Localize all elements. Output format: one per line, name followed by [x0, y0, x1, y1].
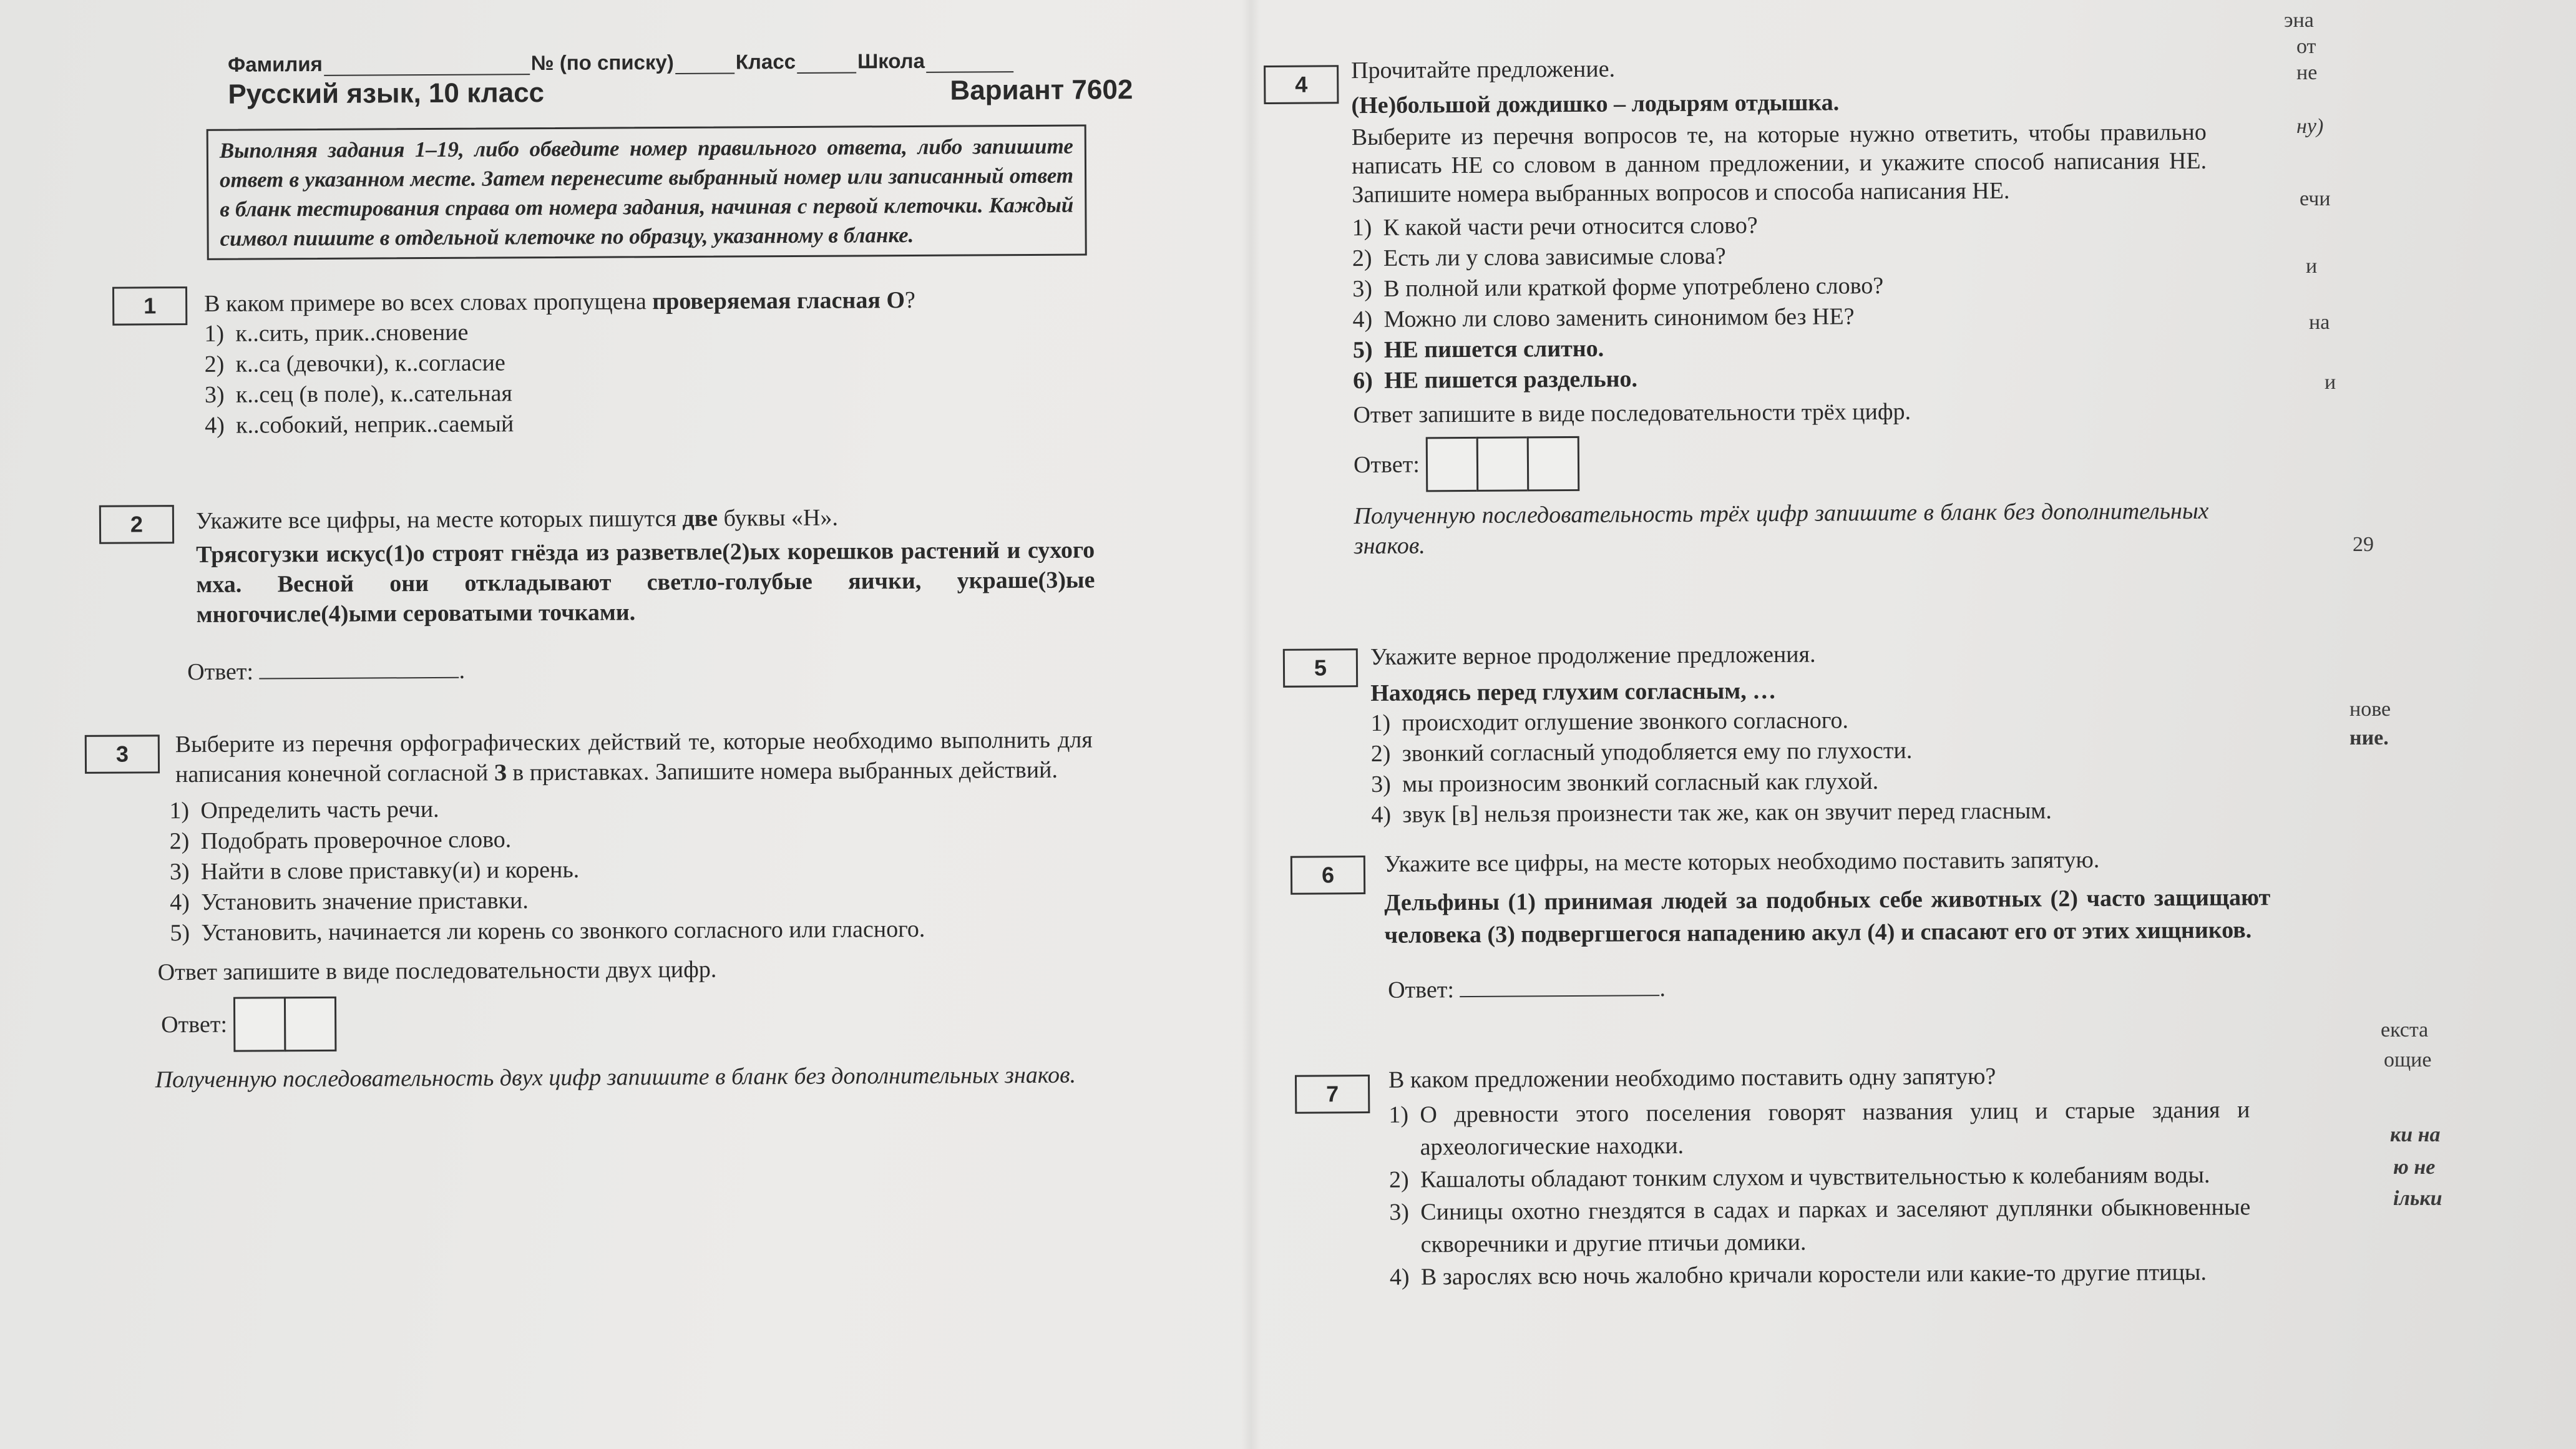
option-number: 1): [1352, 214, 1372, 242]
option-text: В полной или краткой форме употреблено слово?: [1383, 272, 1884, 302]
option-number: 1): [169, 798, 190, 824]
option-item[interactable]: [1352, 269, 2207, 305]
task-2: [77, 500, 1115, 711]
option-item[interactable]: [170, 852, 1093, 887]
task-7: [1270, 1060, 2289, 1378]
option-item[interactable]: [1352, 238, 2207, 274]
answer-cell[interactable]: [233, 997, 286, 1051]
task-question: Укажите верное продолжение предложения.: [1370, 641, 1816, 670]
option-number: 1): [1388, 1101, 1409, 1128]
option-number: 3): [169, 859, 190, 886]
answer-cells: [1426, 436, 1578, 492]
option-text: звук [в] нельзя произнести так же, как он звучит перед гласным.: [1402, 798, 2052, 828]
subject-title: Русский язык, 10 класс: [228, 77, 545, 110]
instructions-box: Выполняя задания 1–19, либо обведите номер правильного ответа, либо запишите ответ в указанном месте. Затем перенесите выбранный номер или записанный ответ в бланк тестирования справа от номера задания, начиная с первой клеточки. Каждый символ пишите в отдельной клеточке по образцу, указанному в бланке.: [207, 125, 1087, 260]
option-text: к..сить, прик..сновение: [235, 319, 469, 347]
edge-fragment: ки на: [2390, 1123, 2441, 1146]
task-number-box: 1: [112, 286, 187, 326]
task-6: [1269, 844, 2287, 1075]
question-emphasis: проверяемая гласная О: [652, 287, 905, 315]
option-number: 1): [204, 320, 225, 347]
option-item[interactable]: [1371, 764, 2220, 800]
option-text: мы произносим звонкий согласный как глухой.: [1402, 768, 1879, 798]
option-item[interactable]: [1352, 300, 2207, 335]
task-intro: Прочитайте предложение.: [1351, 56, 1616, 84]
answer-blank[interactable]: [1460, 972, 1659, 997]
question-end: ?: [904, 286, 915, 314]
option-text: Кашалоты обладают тонким слухом и чувствительностью к колебаниям воды.: [1420, 1161, 2210, 1193]
option-item[interactable]: [205, 344, 1103, 380]
option-text: Установить, начинается ли корень со звонкого согласного или гласного.: [201, 915, 925, 946]
task-question: [175, 724, 1093, 789]
page-fold: [1242, 0, 1261, 1449]
answer-cell[interactable]: [1426, 437, 1479, 492]
option-text: Есть ли у слова зависимые слова?: [1383, 243, 1726, 271]
task-question: Укажите все цифры, на месте которых необходимо поставить запятую.: [1383, 846, 2100, 877]
option-item[interactable]: [205, 406, 1103, 441]
task-question: Выберите из перечня вопросов те, на которые нужно ответить, чтобы правильно написать НЕ со словом в данном предложении, и укажите способ написания НЕ. Запишите номера выбранных вопросов и способа написания НЕ.: [1351, 119, 2207, 208]
answer-cells: [233, 997, 334, 1052]
edge-fragment: на: [2309, 311, 2330, 334]
task-number-box: 5: [1283, 648, 1358, 688]
answer-line: [1354, 432, 2209, 492]
question-emphasis: З: [494, 759, 507, 786]
option-text: к..собокий, неприк..саемый: [236, 411, 514, 439]
option-item[interactable]: [1388, 1093, 2275, 1164]
task-sentence: (Не)большой дождишко – лодырям отдышка.: [1351, 89, 1840, 119]
option-text: В зарослях всю ночь жалобно кричали коростели или какие-то другие птицы.: [1420, 1259, 2207, 1290]
options-list: [1388, 1093, 2276, 1294]
option-item[interactable]: [1352, 208, 2207, 243]
edge-fragment: ну): [2296, 115, 2324, 138]
options-list: [1370, 703, 2220, 831]
option-number: 2): [1370, 740, 1391, 767]
option-number: 2): [1352, 245, 1372, 272]
task-5: [1267, 637, 2286, 842]
question-end: в приставках. Запишите номера выбранных действий.: [506, 756, 1058, 786]
edge-fragment: ние.: [2349, 726, 2389, 749]
option-item[interactable]: [170, 821, 1093, 857]
question-end: буквы «Н».: [718, 504, 838, 532]
answer-line: [161, 992, 1094, 1052]
option-number: 3): [1389, 1199, 1410, 1226]
option-number: 3): [1352, 275, 1373, 303]
option-text: НЕ пишется раздельно.: [1384, 366, 1638, 394]
question-emphasis: две: [682, 505, 718, 532]
edge-fragment: ощие: [2384, 1048, 2432, 1071]
list-number-label: № (по списку): [530, 50, 674, 75]
edge-fragment: от: [2296, 35, 2316, 58]
task-number-box: 7: [1295, 1075, 1370, 1114]
option-item[interactable]: [170, 882, 1093, 918]
edge-fragment: и: [2306, 255, 2318, 278]
answer-cell[interactable]: [1476, 436, 1530, 492]
task-number-box: 2: [99, 505, 174, 544]
title-row: [228, 74, 1133, 110]
sequence-instruction: Ответ запишите в виде последовательности трёх цифр.: [1353, 398, 1911, 429]
task-number-box: 4: [1264, 65, 1339, 104]
options-list: [169, 791, 1093, 949]
option-number: 4): [1371, 801, 1392, 828]
option-number: 2): [169, 828, 190, 855]
edge-fragment: не: [2296, 61, 2318, 84]
transfer-note: Полученную последовательность двух цифр запишите в бланк без дополнительных знаков.: [155, 1061, 1076, 1093]
task-text: Дельфины (1) принимая людей за подобных себе животных (2) часто защищают человека (3) подвергшегося нападению акул (4) и спасают его от этих хищников.: [1384, 884, 2271, 949]
surname-blank: [324, 55, 530, 76]
option-item[interactable]: [1390, 1256, 2276, 1294]
option-item[interactable]: [1353, 361, 2208, 396]
option-item[interactable]: [1389, 1158, 2275, 1196]
option-number: 4): [1389, 1264, 1410, 1290]
surname-label: Фамилия: [228, 52, 323, 76]
edge-fragment: и: [2325, 371, 2336, 394]
option-item[interactable]: [170, 913, 1093, 949]
option-number: 1): [1370, 710, 1391, 736]
answer-cell[interactable]: [1527, 436, 1580, 492]
right-column: [1264, 50, 2289, 1378]
option-text: звонкий согласный уподобляется ему по глухости.: [1402, 737, 1913, 767]
task-question: [196, 501, 1095, 536]
option-number: 3): [204, 381, 225, 408]
option-number: 5): [1352, 336, 1373, 364]
task-4: [1264, 50, 2284, 605]
option-text: происходит оглушение звонкого согласного.: [1402, 707, 1849, 736]
question-text: Укажите все цифры, на месте которых пишутся: [195, 505, 683, 534]
edge-fragment: ечи: [2300, 187, 2331, 210]
option-number: 2): [1388, 1166, 1409, 1193]
option-text: Установить значение приставки.: [201, 887, 529, 915]
task-1: [76, 281, 1113, 449]
option-text: Можно ли слово заменить синонимом без НЕ?: [1383, 303, 1855, 333]
option-number: 2): [204, 351, 225, 378]
option-number: 4): [1352, 306, 1373, 333]
edge-fragment: екста: [2381, 1018, 2429, 1042]
task-text: Трясогузки искус(1)о строят гнёзда из разветвле(2)ых корешков растений и сухого мха. Весной они откладывают светло-голубые яички, украше(3)ые многочисле(4)ыми сероватыми точками.: [196, 537, 1095, 628]
edge-fragment: 29: [2353, 533, 2374, 556]
option-text: к..сец (в поле), к..сательная: [235, 380, 513, 408]
task-lead: Находясь перед глухим согласным, …: [1370, 678, 1777, 706]
question-text: Выберите из перечня орфографических действий те, которые необходимо выполнить для написания конечной согласной: [175, 726, 1093, 788]
option-item[interactable]: [1371, 734, 2220, 769]
option-number: 5): [170, 920, 190, 947]
task-number-box: 6: [1290, 856, 1365, 895]
option-text: О древности этого поселения говорят названия улиц и старые здания и археологические находки.: [1420, 1096, 2250, 1161]
student-fields: [228, 44, 1111, 76]
option-text: к..са (девочки), к..согласие: [235, 349, 505, 378]
class-label: Класс: [735, 49, 796, 74]
answer-cell[interactable]: [284, 997, 336, 1051]
question-text: В каком примере во всех словах пропущена: [204, 288, 653, 317]
school-label: Школа: [857, 49, 925, 73]
answer-line: Ответ: .: [1388, 968, 2271, 1005]
school-blank: [926, 52, 1013, 73]
task-question: В каком предложении необходимо поставить одну запятую?: [1388, 1063, 1996, 1093]
option-item[interactable]: [1353, 330, 2208, 366]
answer-blank[interactable]: [259, 655, 459, 680]
options-list: [204, 314, 1103, 441]
list-number-blank: [675, 54, 734, 74]
option-number: 6): [1353, 367, 1373, 394]
answer-line: Ответ: .: [187, 651, 1095, 687]
option-number: 3): [1371, 771, 1391, 798]
option-text: Найти в слове приставку(и) и корень.: [200, 856, 580, 885]
option-text: Синицы охотно гнездятся в садах и парках и заселяют дуплянки обыкновенные скворечники и другие птичьи домики.: [1420, 1194, 2251, 1258]
option-text: Подобрать проверочное слово.: [200, 826, 512, 854]
variant-title: Вариант 7602: [950, 74, 1133, 106]
option-item[interactable]: [205, 375, 1103, 411]
answer-label: Ответ:: [187, 658, 254, 686]
task-number-box: 3: [85, 734, 160, 774]
class-blank: [797, 53, 856, 73]
option-item[interactable]: [1371, 795, 2220, 831]
option-item[interactable]: [169, 791, 1093, 826]
edge-fragment: эна: [2284, 9, 2314, 32]
task-question: [204, 284, 1103, 319]
transfer-note: Полученную последовательность трёх цифр запишите в бланк без дополнительных знаков.: [1354, 497, 2209, 560]
option-item[interactable]: [1389, 1191, 2276, 1261]
task-3: [79, 724, 1117, 1229]
option-number: 4): [170, 889, 190, 916]
answer-label: Ответ:: [1388, 977, 1455, 1003]
options-list: [1352, 208, 2208, 396]
option-text: К какой части речи относится слово?: [1383, 212, 1758, 241]
option-number: 4): [205, 412, 225, 439]
answer-label: Ответ:: [161, 1011, 228, 1038]
answer-label: Ответ:: [1353, 451, 1420, 479]
option-text: Определить часть речи.: [200, 796, 439, 824]
edge-fragment: ю не: [2393, 1156, 2436, 1179]
edge-fragment: нове: [2349, 698, 2391, 721]
sequence-instruction: Ответ запишите в виде последовательности двух цифр.: [157, 956, 717, 986]
option-item[interactable]: [1370, 703, 2219, 739]
edge-fragment: ільки: [2393, 1187, 2442, 1210]
option-text: НЕ пишется слитно.: [1383, 335, 1604, 363]
option-item[interactable]: [204, 314, 1103, 349]
left-column: [75, 44, 1133, 1229]
